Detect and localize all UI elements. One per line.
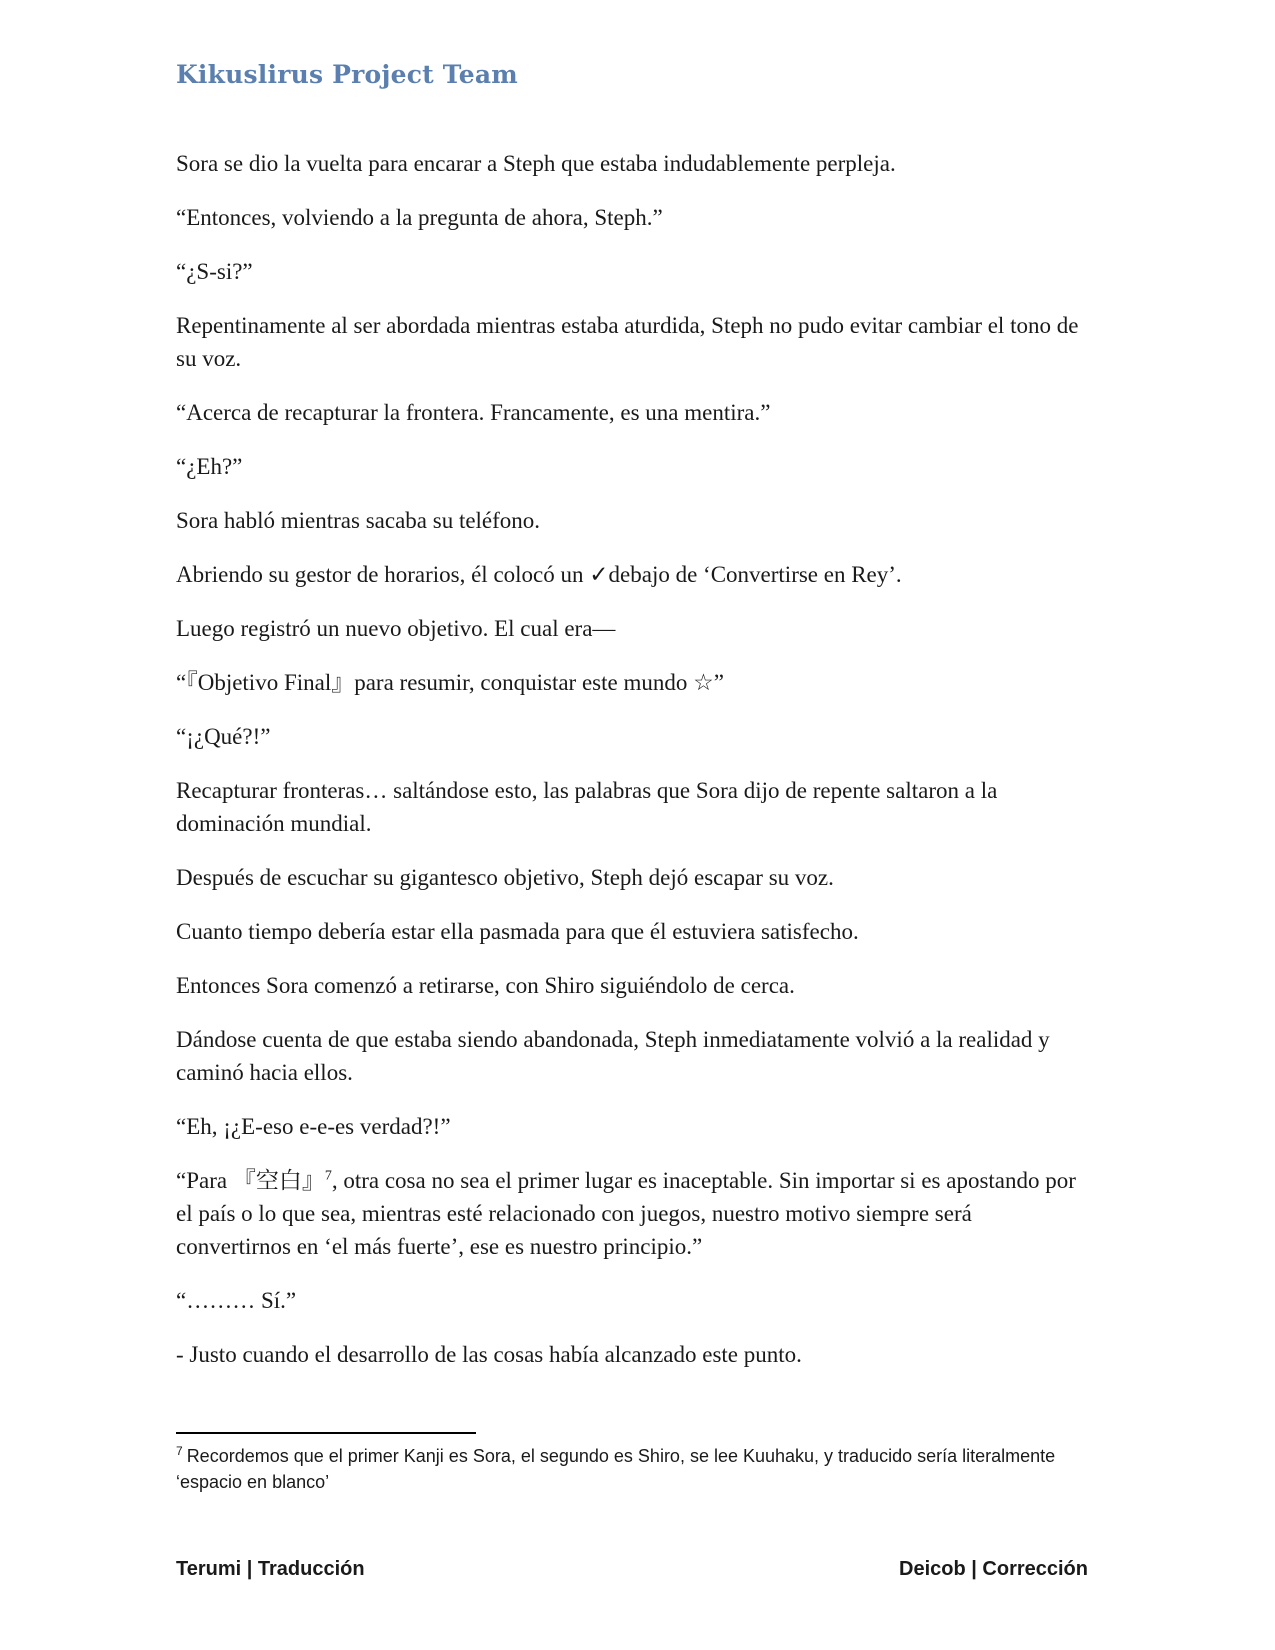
paragraph-with-footnote	[176, 1164, 1086, 1263]
header-title: Kikuslirus Project Team	[176, 60, 518, 89]
paragraph: Entonces Sora comenzó a retirarse, con Shiro siguiéndolo de cerca.	[176, 973, 795, 998]
paragraph: - Justo cuando el desarrollo de las cosas había alcanzado este punto.	[176, 1342, 802, 1367]
paragraph: Dándose cuenta de que estaba siendo abandonada, Steph inmediatamente volvió a la realidad y caminó hacia ellos.	[176, 1027, 1050, 1085]
paragraph: Sora habló mientras sacaba su teléfono.	[176, 508, 541, 533]
footer-left: Terumi | Traducción	[176, 1558, 365, 1580]
footnote-number: 7	[176, 1444, 183, 1458]
paragraph: Cuanto tiempo debería estar ella pasmada para que él estuviera satisfecho.	[176, 919, 859, 944]
footnote-reference[interactable]: 7	[324, 1168, 332, 1184]
paragraph: Repentinamente al ser abordada mientras estaba aturdida, Steph no pudo evitar cambiar el tono de su voz.	[176, 313, 1079, 371]
paragraph: Sora se dio la vuelta para encarar a Steph que estaba indudablemente perpleja.	[176, 151, 896, 176]
footnote-text: Recordemos que el primer Kanji es Sora, el segundo es Shiro, se lee Kuuhaku, y traducido sería literalmente ‘espacio en blanco’	[176, 1446, 1056, 1492]
paragraph-text-before: “Para 『空白』	[176, 1168, 325, 1193]
paragraph: Luego registró un nuevo objetivo. El cual era—	[176, 616, 616, 641]
paragraph: “¿Eh?”	[176, 454, 243, 479]
footnote-separator	[176, 1432, 476, 1434]
paragraph: “Entonces, volviendo a la pregunta de ahora, Steph.”	[176, 205, 663, 230]
paragraph: Recapturar fronteras… saltándose esto, las palabras que Sora dijo de repente saltaron a la dominación mundial.	[176, 778, 998, 836]
paragraph-text-after: , otra cosa no sea el primer lugar es inaceptable. Sin importar si es apostando por el país o lo que sea, mientras esté relacionado con juegos, nuestro motivo siempre será convertirnos en ‘el más fuerte’, ese es nuestro principio.”	[176, 1168, 1076, 1259]
paragraph: “『Objetivo Final』para resumir, conquistar este mundo ☆”	[176, 670, 724, 695]
footnote	[176, 1443, 1106, 1495]
paragraph: Abriendo su gestor de horarios, él colocó un ✓debajo de ‘Convertirse en Rey’.	[176, 562, 902, 587]
paragraph: “Acerca de recapturar la frontera. Francamente, es una mentira.”	[176, 400, 771, 425]
paragraph: “Eh, ¡¿E-eso e-e-es verdad?!”	[176, 1114, 451, 1139]
footer-right: Deicob | Corrección	[899, 1558, 1088, 1580]
paragraph: Después de escuchar su gigantesco objetivo, Steph dejó escapar su voz.	[176, 865, 834, 890]
body-text	[176, 147, 1086, 1392]
paragraph: “¡¿Qué?!”	[176, 724, 271, 749]
paragraph: “¿S-si?”	[176, 259, 253, 284]
paragraph: “……… Sí.”	[176, 1288, 297, 1313]
